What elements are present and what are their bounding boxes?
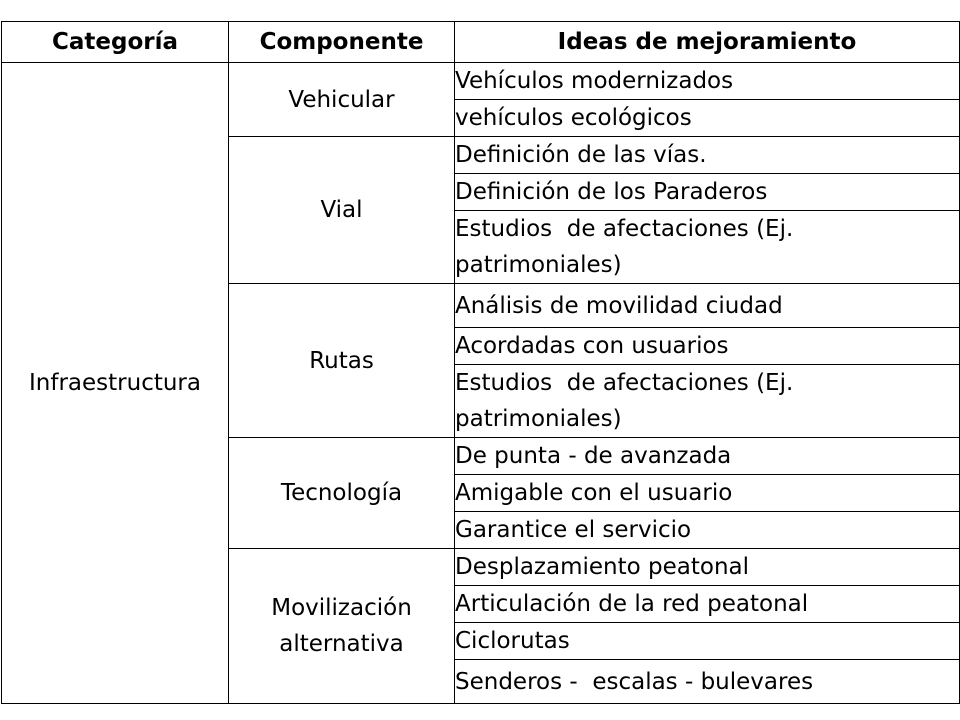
idea-cell: De punta - de avanzada: [455, 438, 960, 475]
category-cell: Infraestructura: [2, 63, 229, 704]
table-row: [2, 63, 960, 100]
idea-cell: Desplazamiento peatonal: [455, 549, 960, 586]
header-category: Categoría: [2, 22, 229, 63]
idea-cell: Acordadas con usuarios: [455, 328, 960, 365]
component-label: Tecnología: [280, 480, 403, 506]
component-label: Rutas: [309, 347, 374, 374]
idea-cell: Vehículos modernizados: [455, 63, 960, 100]
idea-cell: Estudios de afectaciones (Ej. patrimoniales): [455, 365, 960, 438]
component-label: Vial: [320, 197, 363, 223]
component-cell-vial: [229, 137, 455, 284]
component-cell-tecnologia: [229, 438, 455, 549]
component-label: Vehicular: [288, 86, 395, 113]
component-label-line-1: Movilización: [271, 595, 412, 621]
component-cell-movilizacion: [229, 549, 455, 704]
header-ideas: Ideas de mejoramiento: [455, 22, 960, 63]
idea-cell: Análisis de movilidad ciudad: [455, 284, 960, 328]
idea-cell: Articulación de la red peatonal: [455, 586, 960, 623]
idea-cell: Amigable con el usuario: [455, 475, 960, 512]
idea-cell: Senderos - escalas - bulevares: [455, 660, 960, 704]
idea-cell: vehículos ecológicos: [455, 100, 960, 137]
idea-cell: Ciclorutas: [455, 623, 960, 660]
header-component: Componente: [229, 22, 455, 63]
component-cell-vehicular: [229, 63, 455, 137]
idea-cell: Definición de los Paraderos: [455, 174, 960, 211]
header-row: [2, 22, 960, 63]
component-cell-rutas: [229, 284, 455, 438]
idea-cell: Definición de las vías.: [455, 137, 960, 174]
idea-cell: Garantice el servicio: [455, 512, 960, 549]
component-label-line-2: alternativa: [279, 631, 404, 657]
improvement-ideas-table: [1, 21, 960, 704]
idea-cell: Estudios de afectaciones (Ej. patrimoniales): [455, 211, 960, 284]
